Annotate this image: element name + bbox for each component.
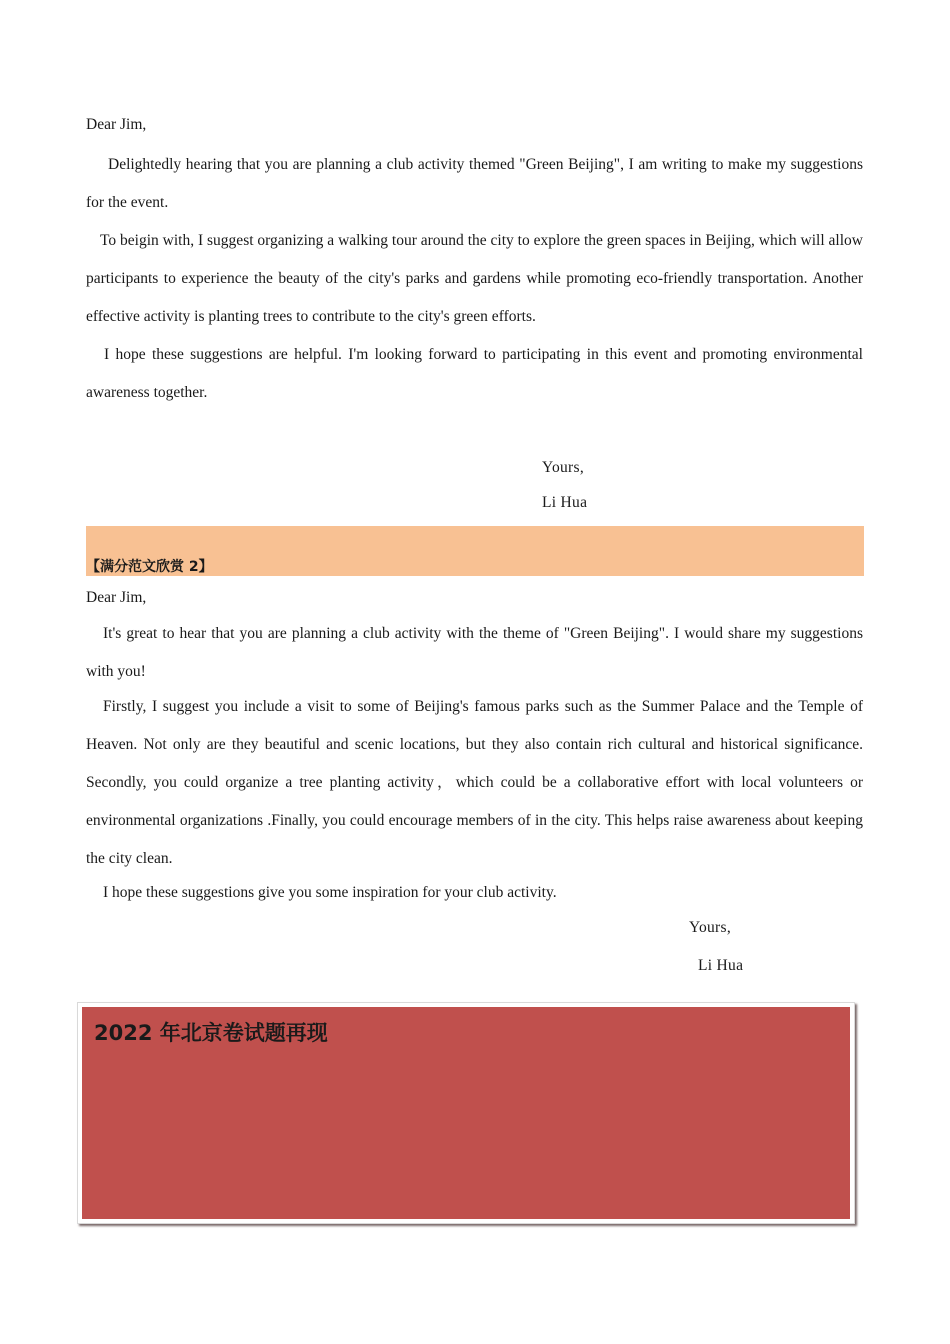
letter2-paragraph-2: Firstly, I suggest you include a visit to some of Beijing's famous parks such as the Summer Palace and the Temple of Heaven. Not only are they beautiful and scenic locations, but they also contain rich cultural and historical significance. Secondly, you could organize a tree planting activity，which could be a collaborative effort with local volunteers or environmental organizations .Finally, you could encourage members of in the city. This helps raise awareness about keeping the city clean. xyxy=(86,698,863,867)
exam-recap-title: 2022 年北京卷试题再现 xyxy=(94,1021,328,1045)
letter1-closing: Yours, xyxy=(542,459,585,476)
letter2-paragraph-3: I hope these suggestions give you some inspiration for your club activity. xyxy=(103,884,557,901)
letter2-paragraph-1: It's great to hear that you are planning a club activity with the theme of "Green Beijing". I would share my suggestions with you! xyxy=(86,625,863,680)
letter2-salutation: Dear Jim, xyxy=(86,589,147,606)
exam-recap-box xyxy=(77,1002,855,1224)
exam-recap-panel xyxy=(82,1007,850,1219)
letter2-closing: Yours, xyxy=(689,919,732,936)
letter1-paragraph-2: To beigin with, I suggest organizing a walking tour around the city to explore the green spaces in Beijing, which will allow participants to experience the beauty of the city's parks and gardens while promoting eco-friendly transportation. Another effective activity is planting trees to contribute to the city's green efforts. xyxy=(86,232,863,325)
letter1-paragraph-1: Delightedly hearing that you are planning a club activity themed "Green Beijing", I am writing to make my suggestions for the event. xyxy=(86,156,863,211)
letter2-signature: Li Hua xyxy=(698,957,744,974)
letter1-paragraph-3: I hope these suggestions are helpful. I'm looking forward to participating in this event and promoting environmental awareness together. xyxy=(86,346,863,401)
section-title: 【满分范文欣赏 2】 xyxy=(86,559,213,575)
letter1-salutation: Dear Jim, xyxy=(86,116,147,133)
letter1-signature: Li Hua xyxy=(542,494,588,511)
